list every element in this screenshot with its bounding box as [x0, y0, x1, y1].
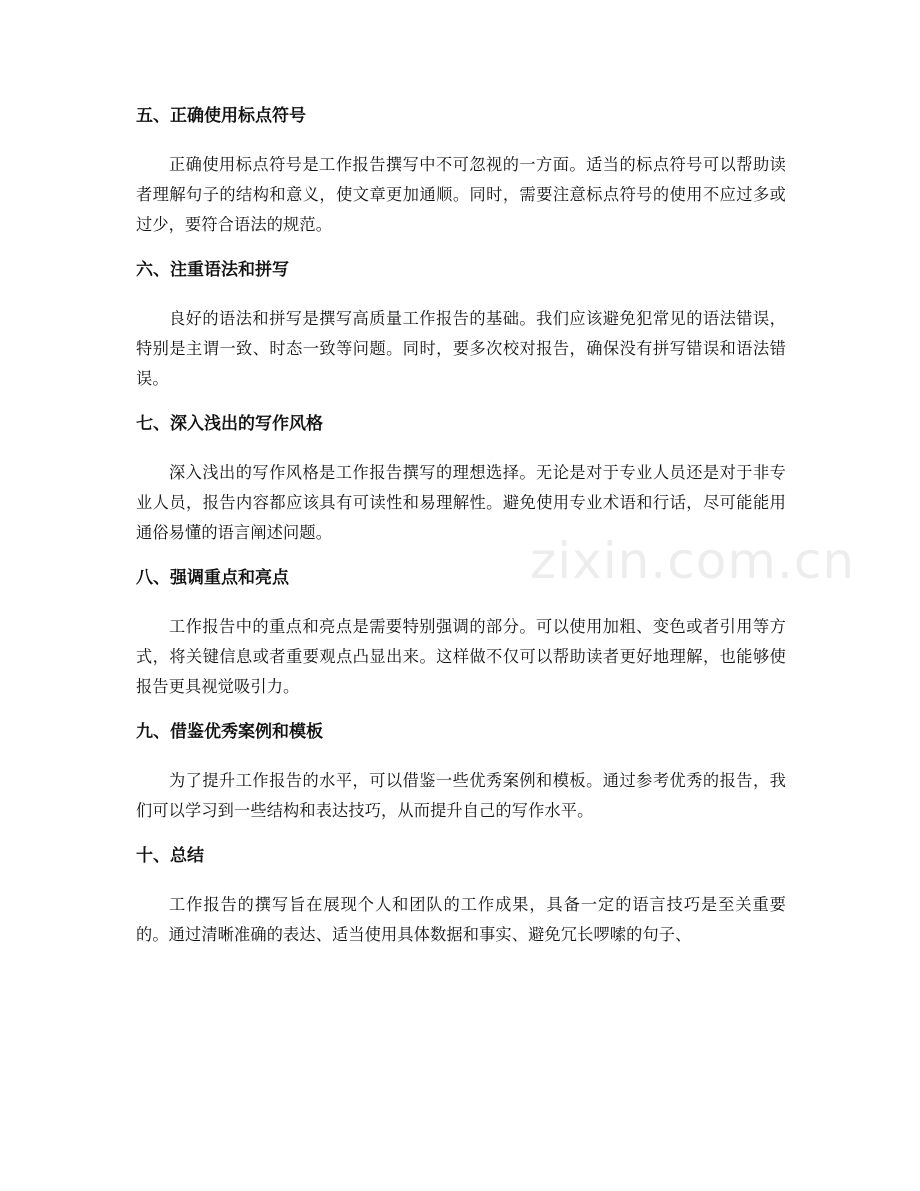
section-heading: 十、总结 [136, 846, 204, 866]
section-writing-style [136, 412, 786, 548]
section-templates [136, 720, 786, 826]
section-paragraph: 工作报告中的重点和亮点是需要特别强调的部分。可以使用加粗、变色或者引用等方式，将关键信息或者重要观点凸显出来。这样做不仅可以帮助读者更好地理解，也能够使报告更具视觉吸引力。 [136, 617, 786, 696]
section-heading: 九、借鉴优秀案例和模板 [136, 722, 323, 742]
section-highlights [136, 566, 786, 702]
section-paragraph: 工作报告的撰写旨在展现个人和团队的工作成果，具备一定的语言技巧是至关重要的。通过清晰准确的表达、适当使用具体数据和事实、避免冗长啰嗦的句子、 [136, 895, 786, 944]
section-summary [136, 844, 786, 950]
section-punctuation [136, 104, 786, 240]
section-heading: 八、强调重点和亮点 [136, 568, 289, 588]
section-paragraph: 正确使用标点符号是工作报告撰写中不可忽视的一方面。适当的标点符号可以帮助读者理解句子的结构和意义，使文章更加通顺。同时，需要注意标点符号的使用不应过多或过少，要符合语法的规范。 [136, 155, 786, 234]
section-grammar [136, 258, 786, 394]
section-heading: 五、正确使用标点符号 [136, 106, 306, 126]
section-heading: 七、深入浅出的写作风格 [136, 414, 323, 434]
watermark-text: zixin.com.cn [530, 532, 856, 590]
section-paragraph: 为了提升工作报告的水平，可以借鉴一些优秀案例和模板。通过参考优秀的报告，我们可以学习到一些结构和表达技巧，从而提升自己的写作水平。 [136, 771, 786, 820]
section-paragraph: 深入浅出的写作风格是工作报告撰写的理想选择。无论是对于专业人员还是对于非专业人员，报告内容都应该具有可读性和易理解性。避免使用专业术语和行话，尽可能能用通俗易懂的语言阐述问题。 [136, 463, 786, 542]
document-page [136, 104, 786, 950]
section-paragraph: 良好的语法和拼写是撰写高质量工作报告的基础。我们应该避免犯常见的语法错误，特别是主谓一致、时态一致等问题。同时，要多次校对报告，确保没有拼写错误和语法错误。 [136, 309, 786, 388]
section-heading: 六、注重语法和拼写 [136, 260, 289, 280]
